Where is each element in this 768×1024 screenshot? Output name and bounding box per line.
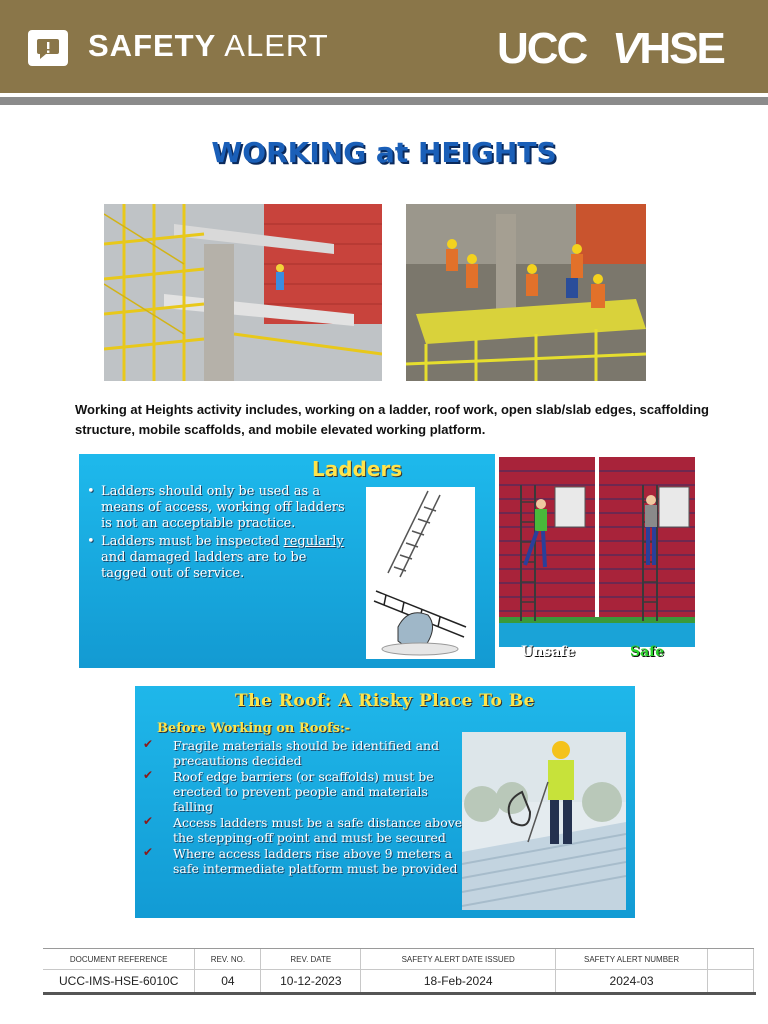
header-alert-number: SAFETY ALERT NUMBER xyxy=(556,949,708,970)
header-rev-date: REV. DATE xyxy=(261,949,361,970)
roof-panel xyxy=(135,686,635,918)
header-divider-gray xyxy=(0,97,768,105)
ladder-illustration xyxy=(366,487,475,659)
header-rev-no: REV. NO. xyxy=(195,949,261,970)
roof-check-item: ✔ Fragile materials should be identified and precautions decided xyxy=(141,738,471,768)
page-title: WORKING at HEIGHTS xyxy=(211,136,557,169)
alert-number-value: 2024-03 xyxy=(556,970,708,993)
table-row xyxy=(43,970,754,993)
ladders-title: Ladders xyxy=(312,457,403,481)
ladder-comparison-panel xyxy=(499,454,703,668)
header-date-issued: SAFETY ALERT DATE ISSUED xyxy=(361,949,556,970)
roof-subtitle: Before Working on Roofs:- xyxy=(157,721,351,736)
empty-value xyxy=(708,970,754,993)
roof-check-item: ✔ Access ladders must be a safe distance above the stepping-off point and must be secured xyxy=(141,815,471,845)
hse-logo: VHSE xyxy=(612,24,724,73)
unsafe-label: Unsafe xyxy=(521,644,576,660)
workers-photo xyxy=(406,204,646,381)
roof-check-item: ✔ Roof edge barriers (or scaffolds) must be erected to prevent people and materials falling xyxy=(141,769,471,814)
document-reference-table xyxy=(43,949,754,992)
alert-message-icon xyxy=(28,30,68,66)
header-empty xyxy=(708,949,754,970)
ladders-bullets xyxy=(87,484,355,584)
ucc-logo: UCC xyxy=(497,24,587,73)
footer-bottom-rule xyxy=(43,992,756,995)
brick-wall-illustration xyxy=(499,457,695,647)
header-band xyxy=(0,0,768,93)
header-title xyxy=(88,28,329,64)
table-header-row xyxy=(43,949,754,970)
ladders-panel xyxy=(79,454,495,668)
header-title-bold: SAFETY xyxy=(88,28,217,63)
scaffold-photo xyxy=(104,204,382,381)
header-title-light: ALERT xyxy=(224,28,329,63)
rev-no-value: 04 xyxy=(195,970,261,993)
document-reference-value: UCC-IMS-HSE-6010C xyxy=(43,970,195,993)
roof-worker-photo xyxy=(462,732,626,910)
ladder-bullet: • Ladders should only be used as a means of access, working off ladders is not an acceptable practice. xyxy=(87,484,355,532)
roof-check-item: ✔ Where access ladders rise above 9 meters a safe intermediate platform must be provided xyxy=(141,846,471,876)
intro-paragraph: Working at Heights activity includes, working on a ladder, roof work, open slab/slab edges, scaffolding structure, mobile scaffolds, and mobile elevated working platform. xyxy=(75,402,709,437)
header-document-reference: DOCUMENT REFERENCE xyxy=(43,949,195,970)
date-issued-value: 18-Feb-2024 xyxy=(361,970,556,993)
header-divider-white-thin xyxy=(0,105,768,107)
safe-label: Safe xyxy=(630,644,665,660)
roof-title: The Roof: A Risky Place To Be xyxy=(235,691,535,711)
roof-checklist xyxy=(141,738,471,877)
ladder-bullet: • Ladders must be inspected regularly and damaged ladders are to be tagged out of service. xyxy=(87,534,355,582)
rev-date-value: 10-12-2023 xyxy=(261,970,361,993)
